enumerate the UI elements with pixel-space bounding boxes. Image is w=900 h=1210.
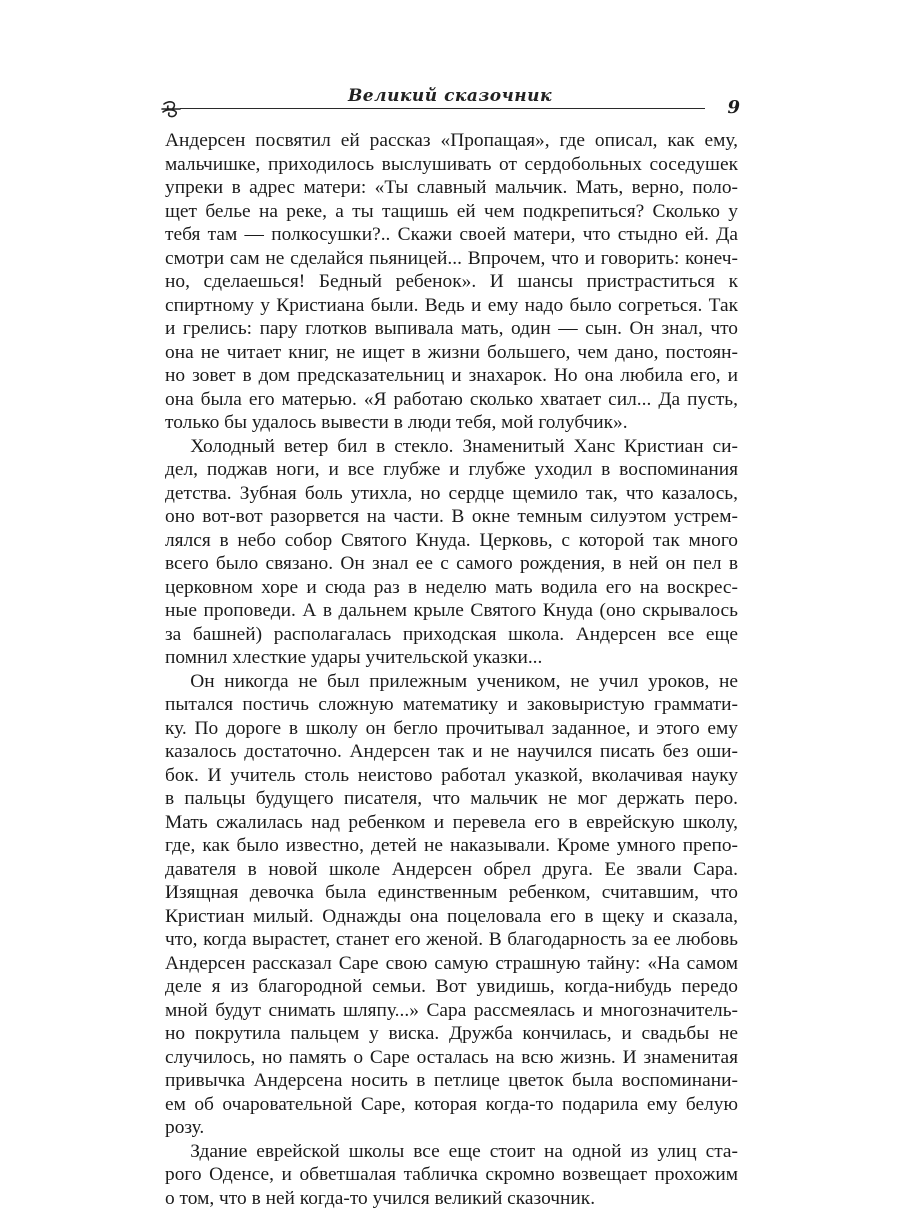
text-line: детства. Зубная боль утихла, но сердце щемило так, что казалось, [165,482,738,506]
text-line: но покрутила пальцем у виска. Дружба кончилась, и свадьбы не [165,1022,738,1046]
text-line: спиртному у Кристиана были. Ведь и ему надо было согреться. Так [165,294,738,318]
text-line: Мать сжалилась над ребенком и перевела его в еврейскую школу, [165,811,738,835]
text-line: она не читает книг, не ищет в жизни большего, чем дано, постоян- [165,341,738,365]
text-line: Андерсен посвятил ей рассказ «Пропащая», где описал, как ему, [165,129,738,153]
body-text [165,129,738,1210]
text-line: пытался постичь сложную математику и заковыристую граммати- [165,693,738,717]
text-line: Он никогда не был прилежным учеником, не учил уроков, не [165,670,738,694]
text-line: ные проповеди. А в дальнем крыле Святого Кнуда (оно скрывалось [165,599,738,623]
paragraph [165,435,738,670]
paragraph [165,129,738,435]
paragraph [165,1140,738,1210]
text-line: привычка Андерсена носить в петлице цветок была воспоминани- [165,1069,738,1093]
text-line: случилось, но память о Саре осталась на всю жизнь. И знаменитая [165,1046,738,1070]
running-header [160,86,740,126]
text-line: ем об очаровательной Саре, которая когда-то подарила ему белую [165,1093,738,1117]
text-line: только бы удалось вывести в люди тебя, мой голубчик». [165,411,738,435]
text-line: Кристиан милый. Однажды она поцеловала его в щеку и сказала, [165,905,738,929]
text-line: церковном хоре и сюда раз в неделю мать водила его на воскрес- [165,576,738,600]
text-line: щет белье на реке, а ты тащишь ей чем подкрепиться? Сколько у [165,200,738,224]
text-line: мальчишке, приходилось выслушивать от сердобольных соседушек [165,153,738,177]
text-line: бок. И учитель столь неистово работал указкой, вколачивая науку [165,764,738,788]
text-line: и грелись: пару глотков выпивала мать, один — сын. Он знал, что [165,317,738,341]
header-rule [180,108,705,109]
text-line: Здание еврейской школы все еще стоит на одной из улиц ста- [165,1140,738,1164]
text-line: ку. По дороге в школу он бегло прочитывал заданное, и этого ему [165,717,738,741]
text-line: Холодный ветер бил в стекло. Знаменитый Ханс Кристиан си- [165,435,738,459]
text-line: лялся в небо собор Святого Кнуда. Церковь, с которой так много [165,529,738,553]
text-line: но зовет в дом предсказательниц и знахарок. Но она любила его, и [165,364,738,388]
text-line: розу. [165,1116,738,1140]
text-line: упреки в адрес матери: «Ты славный мальчик. Мать, верно, поло- [165,176,738,200]
text-line: дел, поджав ноги, и все глубже и глубже уходил в воспоминания [165,458,738,482]
text-line: деле я из благородной семьи. Вот увидишь, когда-нибудь передо [165,975,738,999]
text-line: помнил хлесткие удары учительской указки... [165,646,738,670]
text-line: оно вот-вот разорвется на части. В окне темным силуэтом устрем- [165,505,738,529]
text-line: что, когда вырастет, станет его женой. В благодарность за ее любовь [165,928,738,952]
text-line: в пальцы будущего писателя, что мальчик не мог держать перо. [165,787,738,811]
text-line: Изящная девочка была единственным ребенком, считавшим, что [165,881,738,905]
text-line: о том, что в ней когда-то учился великий сказочник. [165,1187,738,1210]
running-title: Великий сказочник [160,86,740,106]
text-line: рого Оденсе, и обветшалая табличка скромно возвещает прохожим [165,1163,738,1187]
text-line: давателя в новой школе Андерсен обрел друга. Ее звали Сара. [165,858,738,882]
text-line: мной будут снимать шляпу...» Сара рассмеялась и многозначитель- [165,999,738,1023]
text-line: за башней) располагалась приходская школа. Андерсен все еще [165,623,738,647]
text-line: смотри сам не сделайся пьяницей... Впрочем, что и говорить: конеч- [165,247,738,271]
text-line: тебя там — полкосушки?.. Скажи своей матери, что стыдно ей. Да [165,223,738,247]
text-line: где, как было известно, детей не наказывали. Кроме умного препо- [165,834,738,858]
text-line: но, сделаешься! Бедный ребенок». И шансы пристраститься к [165,270,738,294]
text-line: она была его матерью. «Я работаю сколько хватает сил... Да пусть, [165,388,738,412]
page-number: 9 [727,97,740,118]
paragraph [165,670,738,1140]
text-line: всего было связано. Он знал ее с самого рождения, в ней он пел в [165,552,738,576]
text-line: Андерсен рассказал Саре свою самую страшную тайну: «На самом [165,952,738,976]
text-line: казалось достаточно. Андерсен так и не научился писать без оши- [165,740,738,764]
